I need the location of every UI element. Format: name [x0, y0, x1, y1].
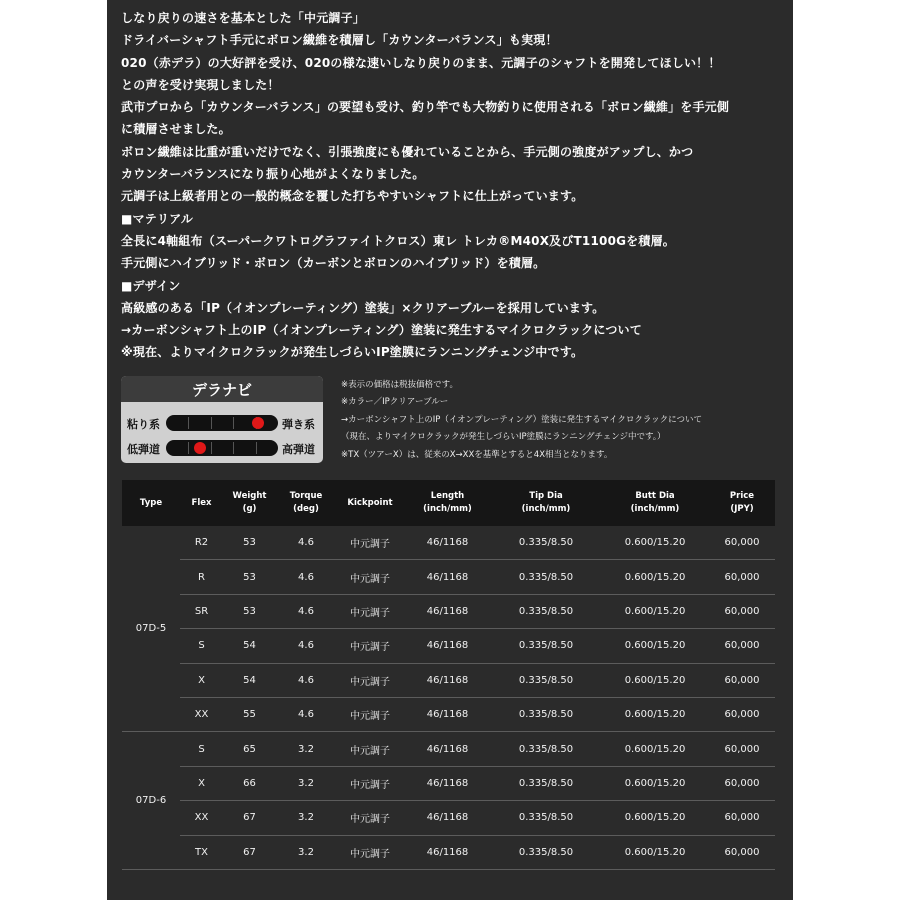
material-heading: ■マテリアル [121, 211, 194, 226]
table-cell: 46/1168 [404, 732, 491, 766]
description-line: に積層させました。 [121, 122, 231, 137]
table-cell: 0.335/8.50 [491, 766, 601, 800]
table-cell: 46/1168 [404, 835, 491, 869]
table-cell: 中元調子 [336, 835, 404, 869]
column-header-text: (deg) [293, 504, 319, 514]
column-header [601, 480, 709, 526]
description-line: しなり戻りの速さを基本とした「中元調子」 [121, 11, 366, 25]
column-header-text: (JPY) [730, 504, 754, 514]
table-cell: 中元調子 [336, 560, 404, 594]
table-cell: 中元調子 [336, 629, 404, 663]
column-header-text: (inch/mm) [630, 504, 680, 514]
shaft-type-cell: 07D-6 [122, 732, 180, 870]
description-line: 全長に4軸組布（スーパークワトログラファイトクロス）東レ トレカ®M40X及びT1100Gを積層。 [121, 233, 675, 248]
table-cell: X [180, 766, 223, 800]
table-cell: 3.2 [276, 801, 336, 835]
column-header-text: (g) [242, 504, 257, 514]
table-row [122, 663, 775, 697]
table-cell: 46/1168 [404, 526, 491, 560]
table-cell: 60,000 [709, 594, 775, 628]
table-cell: 53 [223, 560, 276, 594]
notes [341, 377, 781, 464]
table-cell: 0.335/8.50 [491, 835, 601, 869]
column-header-text: (inch/mm) [521, 504, 571, 514]
description-line: 020（赤デラ）の大好評を受け、020の様な速いしなり戻りのまま、元調子のシャフトを開発してほしい！！ [121, 55, 721, 70]
table-cell: 67 [223, 835, 276, 869]
table-cell: 60,000 [709, 835, 775, 869]
track-tick [233, 417, 234, 429]
column-header-text: Flex [191, 497, 212, 508]
table-cell: XX [180, 801, 223, 835]
column-header [336, 480, 404, 526]
description-line: カウンターバランスになり振り心地がよくなりました。 [121, 167, 425, 182]
table-cell: 66 [223, 766, 276, 800]
table-cell: 0.600/15.20 [601, 801, 709, 835]
table-row [122, 766, 775, 800]
table-cell: 54 [223, 629, 276, 663]
table-cell: 中元調子 [336, 663, 404, 697]
table-cell: 0.335/8.50 [491, 801, 601, 835]
table-cell: R2 [180, 526, 223, 560]
table-row [122, 526, 775, 560]
description-line: ※現在、よりマイクロクラックが発生しづらいIP塗膜にランニングチェンジ中です。 [121, 345, 584, 360]
table-cell: 0.600/15.20 [601, 594, 709, 628]
table-cell: 0.335/8.50 [491, 697, 601, 731]
table-cell: S [180, 629, 223, 663]
spec-table [122, 480, 775, 870]
table-row [122, 629, 775, 663]
column-header [276, 480, 336, 526]
table-row [122, 560, 775, 594]
microcrack-link[interactable]: →カーボンシャフト上のIP（イオンプレーティング）塗装に発生するマイクロクラックについて [121, 323, 642, 338]
note-microcrack-link[interactable]: →カーボンシャフト上のIP（イオンプレーティング）塗装に発生するマイクロクラックについて [341, 414, 703, 425]
table-cell: 55 [223, 697, 276, 731]
table-cell: 67 [223, 801, 276, 835]
table-cell: 60,000 [709, 801, 775, 835]
table-cell: 4.6 [276, 663, 336, 697]
navi-right-label-1: 弾き系 [282, 418, 315, 431]
table-row [122, 835, 775, 869]
table-cell: 3.2 [276, 732, 336, 766]
table-cell: 60,000 [709, 663, 775, 697]
note-price: ※表示の価格は税抜価格です。 [341, 380, 458, 390]
table-cell: 0.600/15.20 [601, 835, 709, 869]
table-cell: 60,000 [709, 560, 775, 594]
navi-left-label-1: 粘り系 [127, 418, 160, 431]
table-cell: 0.335/8.50 [491, 663, 601, 697]
description-line: 武市プロから「カウンターバランス」の要望も受け、釣り竿でも大物釣りに使用される「ボロン繊維」を手元側 [121, 100, 730, 115]
table-cell: SR [180, 594, 223, 628]
track-tick [233, 442, 234, 454]
table-cell: 53 [223, 594, 276, 628]
column-header-text: Type [139, 497, 163, 508]
track-tick [188, 442, 189, 454]
dera-navi-box [121, 376, 323, 463]
table-cell: 0.335/8.50 [491, 629, 601, 663]
navi-track-1 [166, 415, 278, 431]
table-cell: 0.600/15.20 [601, 697, 709, 731]
table-cell: 0.335/8.50 [491, 526, 601, 560]
table-cell: 中元調子 [336, 766, 404, 800]
navi-right-label-2: 高弾道 [282, 443, 315, 456]
table-cell: 0.600/15.20 [601, 663, 709, 697]
description-line: 高級感のある「IP（イオンプレーティング）塗装」×クリアーブルーを採用しています。 [121, 300, 605, 315]
note-color: ※カラー／IPクリアーブルー [341, 397, 449, 408]
note-tx: ※TX（ツアーX）は、従来のX→XXを基準とすると4X相当となります。 [341, 449, 613, 460]
description-line: ボロン繊維は比重が重いだけでなく、引張強度にも優れていることから、手元側の強度がアップし、かつ [121, 144, 694, 159]
table-row [122, 801, 775, 835]
table-cell: 46/1168 [404, 766, 491, 800]
table-cell: 60,000 [709, 766, 775, 800]
table-cell: 46/1168 [404, 629, 491, 663]
product-panel [107, 0, 793, 900]
table-cell: S [180, 732, 223, 766]
description-line: との声を受け実現しました！ [121, 77, 280, 92]
table-cell: 4.6 [276, 526, 336, 560]
table-cell: 0.600/15.20 [601, 732, 709, 766]
table-cell: 4.6 [276, 697, 336, 731]
column-header [180, 480, 223, 526]
table-cell: 4.6 [276, 629, 336, 663]
navi-left-label-2: 低弾道 [127, 443, 160, 456]
column-header [404, 480, 491, 526]
table-cell: 0.600/15.20 [601, 629, 709, 663]
table-cell: 60,000 [709, 697, 775, 731]
column-header-text: Length [430, 491, 465, 501]
description-line: ドライバーシャフト手元にボロン繊維を積層し「カウンターバランス」も実現！ [121, 33, 558, 48]
table-cell: 0.600/15.20 [601, 560, 709, 594]
column-header-text: Weight [232, 491, 267, 501]
navi-indicator-dot-2 [194, 442, 206, 454]
table-cell: 中元調子 [336, 594, 404, 628]
table-cell: 54 [223, 663, 276, 697]
product-description [121, 7, 785, 364]
table-row [122, 732, 775, 766]
description-line: 元調子は上級者用との一般的概念を覆した打ちやすいシャフトに仕上がっています。 [121, 189, 584, 204]
column-header-text: (inch/mm) [423, 504, 472, 514]
track-tick [256, 442, 257, 454]
table-cell: 65 [223, 732, 276, 766]
table-cell: 46/1168 [404, 697, 491, 731]
navi-indicator-dot-1 [252, 417, 264, 429]
navi-title: デラナビ [191, 381, 252, 399]
column-header [122, 480, 180, 526]
table-cell: 0.600/15.20 [601, 766, 709, 800]
column-header-text: Torque [289, 491, 323, 501]
table-cell: 0.335/8.50 [491, 560, 601, 594]
column-header-text: Price [729, 491, 755, 501]
track-tick [211, 442, 212, 454]
table-cell: X [180, 663, 223, 697]
navi-track-2 [166, 440, 278, 456]
table-cell: 3.2 [276, 766, 336, 800]
track-tick [211, 417, 212, 429]
design-heading: ■デザイン [121, 278, 181, 293]
column-header-text: Butt Dia [635, 491, 675, 501]
column-header [491, 480, 601, 526]
table-cell: 中元調子 [336, 732, 404, 766]
table-cell: 0.335/8.50 [491, 594, 601, 628]
table-cell: 46/1168 [404, 560, 491, 594]
table-row [122, 697, 775, 731]
table-cell: 46/1168 [404, 801, 491, 835]
column-header [223, 480, 276, 526]
table-cell: 60,000 [709, 629, 775, 663]
table-cell: R [180, 560, 223, 594]
table-cell: 3.2 [276, 835, 336, 869]
table-cell: TX [180, 835, 223, 869]
table-cell: XX [180, 697, 223, 731]
table-cell: 53 [223, 526, 276, 560]
spec-table-header [122, 480, 775, 526]
track-tick [188, 417, 189, 429]
table-cell: 中元調子 [336, 697, 404, 731]
table-cell: 0.335/8.50 [491, 732, 601, 766]
table-row [122, 594, 775, 628]
table-cell: 46/1168 [404, 594, 491, 628]
table-cell: 0.600/15.20 [601, 526, 709, 560]
table-cell: 中元調子 [336, 801, 404, 835]
table-cell: 60,000 [709, 732, 775, 766]
column-header-text: Tip Dia [529, 491, 563, 501]
table-cell: 46/1168 [404, 663, 491, 697]
note-running-change: （現在、よりマイクロクラックが発生しづらいIP塗膜にランニングチェンジ中です。） [341, 432, 666, 443]
table-cell: 中元調子 [336, 526, 404, 560]
table-cell: 4.6 [276, 560, 336, 594]
column-header-text: Kickpoint [347, 497, 393, 508]
table-cell: 60,000 [709, 526, 775, 560]
shaft-type-cell: 07D-5 [122, 526, 180, 732]
table-cell: 4.6 [276, 594, 336, 628]
description-line: 手元側にハイブリッド・ボロン（カーボンとボロンのハイブリッド）を積層。 [121, 256, 546, 271]
column-header [709, 480, 775, 526]
